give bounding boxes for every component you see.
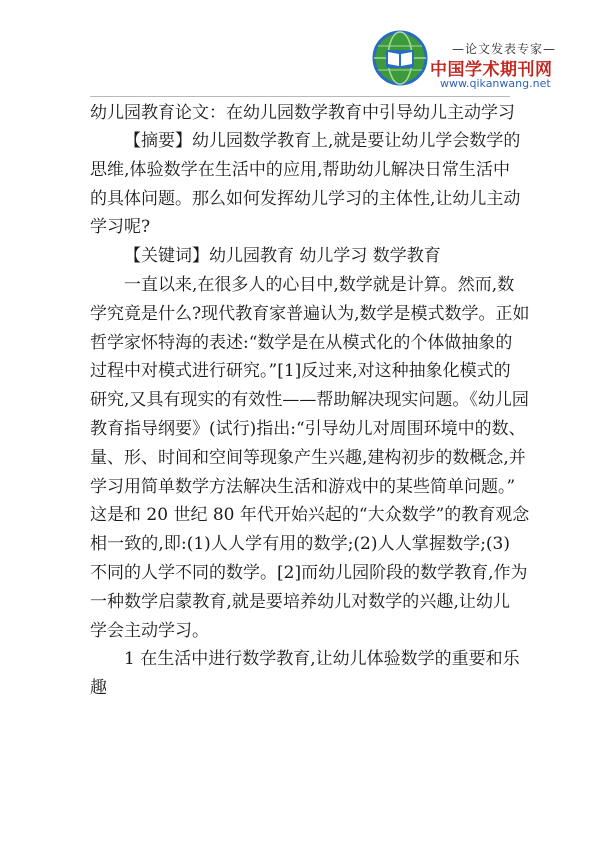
body-line: 教育指导纲要》(试行)指出:“引导幼儿对周围环境中的数、 — [90, 418, 526, 439]
globe-book-icon — [372, 30, 428, 86]
section-heading-line: 趣 — [90, 678, 107, 699]
header-divider — [90, 96, 510, 97]
abstract-line: 的具体问题。那么如何发挥幼儿学习的主体性,让幼儿主动 — [90, 188, 521, 209]
logo-slogan: —论文发表专家— — [451, 42, 556, 56]
document-title: 幼儿园教育论文：在幼儿园数学教育中引导幼儿主动学习 — [90, 103, 515, 123]
body-line: 过程中对模式进行研究。”[1]反过来,对这种抽象化模式的 — [90, 361, 511, 382]
logo-brand-name: 中国学术期刊网 — [430, 60, 553, 80]
body-line: 一种数学启蒙教育,就是要培养幼儿对数学的兴趣,让幼儿 — [90, 591, 510, 612]
abstract-line: 【摘要】幼儿园数学教育上,就是要让幼儿学会数学的 — [124, 131, 521, 151]
body-line: 这是和 20 世纪 80 年代开始兴起的“大众数学”的教育观念 — [90, 505, 530, 526]
body-line: 不同的人学不同的数学。[2]而幼儿园阶段的数学教育,作为 — [90, 562, 528, 583]
body-line: 量、形、时间和空间等现象产生兴趣,建构初步的数概念,并 — [90, 447, 526, 468]
body-line: 学究竟是什么?现代教育家普遍认为,数学是模式数学。正如 — [90, 303, 530, 324]
body-line: 学会主动学习。 — [90, 620, 209, 641]
body-line: 哲学家怀特海的表述:“数学是在从模式化的个体做抽象的 — [90, 332, 513, 353]
site-logo[interactable] — [372, 30, 582, 100]
page-header — [0, 0, 600, 100]
abstract-line: 学习呢? — [90, 217, 151, 238]
body-line: 一直以来,在很多人的心目中,数学就是计算。然而,数 — [124, 274, 515, 295]
keywords-line: 【关键词】幼儿园教育 幼儿学习 数学教育 — [124, 246, 441, 267]
abstract-line: 思维,体验数学在生活中的应用,帮助幼儿解决日常生活中 — [90, 159, 510, 180]
section-heading-line: 1 在生活中进行数学教育,让幼儿体验数学的重要和乐 — [124, 649, 520, 670]
body-line: 相一致的,即:(1)人人学有用的数学;(2)人人掌握数学;(3) — [90, 534, 510, 555]
logo-site-url[interactable]: www.qikanwang.net — [440, 77, 551, 90]
document-body — [90, 127, 530, 703]
body-line: 研究,又具有现实的有效性——帮助解决现实问题。《幼儿园 — [90, 390, 529, 411]
body-line: 学习用简单数学方法解决生活和游戏中的某些简单问题。” — [90, 476, 516, 497]
